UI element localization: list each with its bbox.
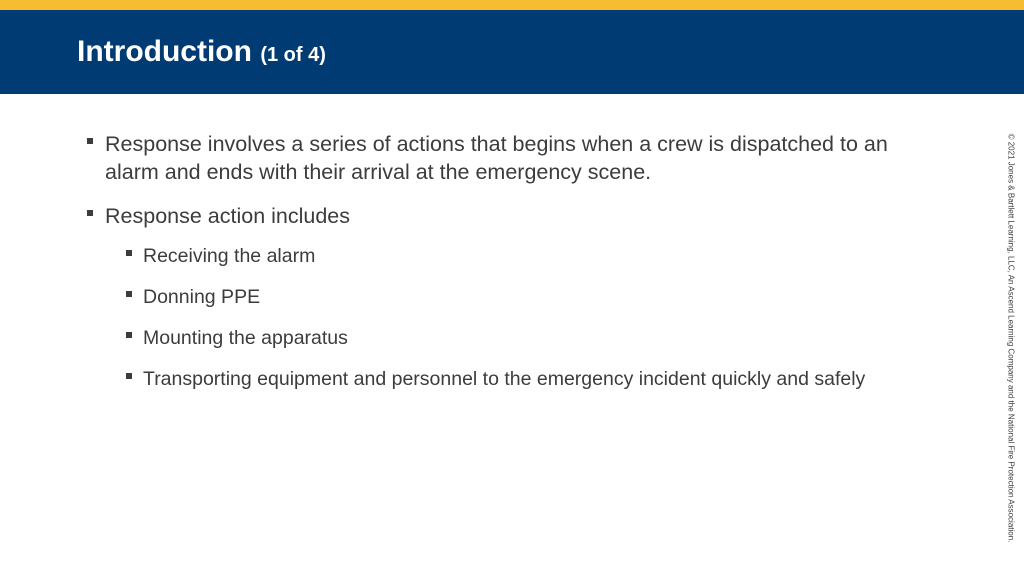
square-bullet-icon [126,373,132,379]
sub-bullet-text: Donning PPE [143,286,261,308]
copyright-notice: © 2021 Jones & Bartlett Learning, LLC, An Ascend Learning Company and the National Fire Protection Association. [1006,133,1016,543]
square-bullet-icon [126,250,132,256]
slide-content [87,130,947,407]
square-bullet-icon [126,291,132,297]
square-bullet-icon [87,138,93,144]
slide-title [77,34,326,73]
sub-bullet-text: Transporting equipment and personnel to the emergency incident quickly and safely [143,368,866,390]
title-subtitle: (1 of 4) [260,44,326,66]
bullet-item [87,202,947,230]
bullet-text: Response involves a series of actions that begins when a crew is dispatched to an alarm and ends with their arrival at the emergency scene. [105,132,888,184]
sub-bullet-text: Receiving the alarm [143,245,316,267]
sub-bullet-text: Mounting the apparatus [143,327,348,349]
sub-bullet-item [126,325,903,351]
bullet-item [87,130,947,186]
sub-bullet-item [126,243,903,269]
bullet-text: Response action includes [105,204,351,228]
sub-bullet-list [87,243,947,392]
title-text: Introduction [77,35,252,68]
square-bullet-icon [87,210,93,216]
accent-stripe [0,0,1024,10]
sub-bullet-item [126,284,903,310]
sub-bullet-item [126,366,903,392]
square-bullet-icon [126,332,132,338]
